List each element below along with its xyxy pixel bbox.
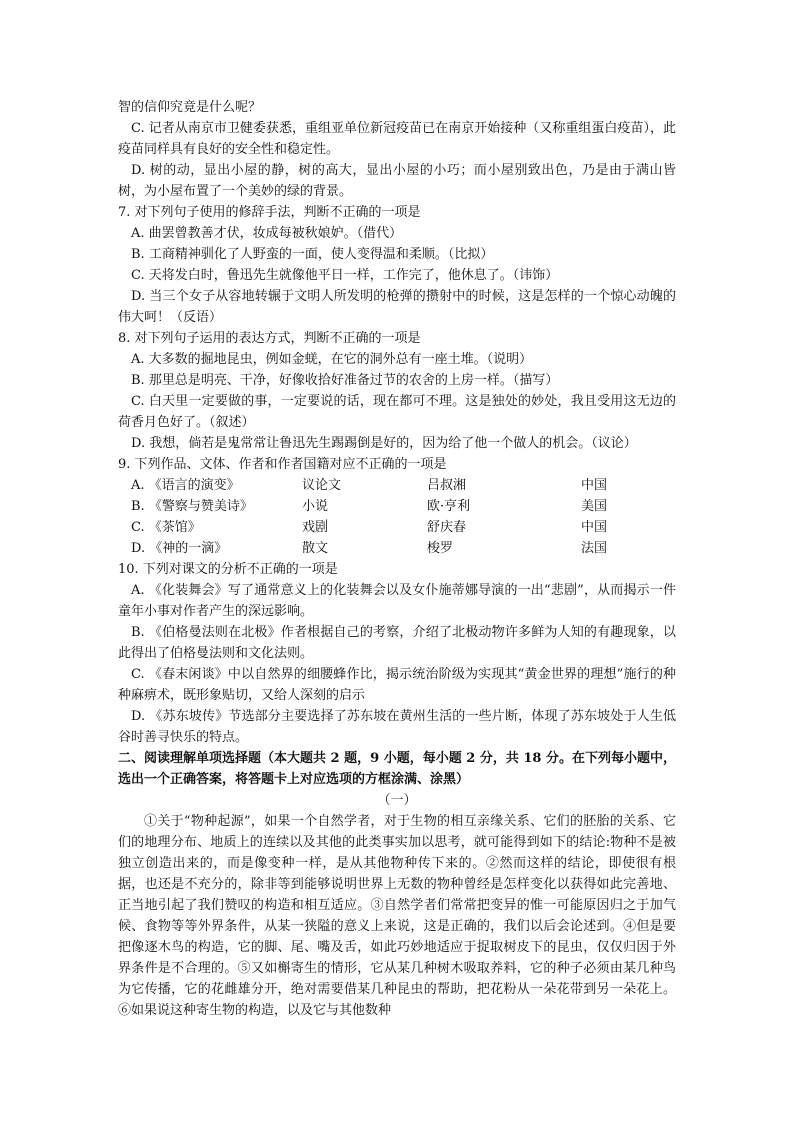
q7-option-b: B. 工商精神驯化了人野蛮的一面，使人变得温和柔顺。（比拟） xyxy=(131,247,494,262)
q9-genre: 戏剧 xyxy=(302,520,329,535)
q9-genre: 小说 xyxy=(302,499,329,514)
q9-work: C. 《茶馆》 xyxy=(131,520,201,535)
section-heading: 二、阅读理解单项选择题（本大题共 2 题，9 小题，每小题 2 分，共 18 分。在下列每小题中，选出一个正确答案，将答题卡上对应选项的方框涂满、涂黑） xyxy=(118,751,676,787)
q7-stem: 7. 对下列句子使用的修辞手法，判断不正确的一项是 xyxy=(118,205,421,220)
q9-work: A. 《语言的演变》 xyxy=(131,478,240,493)
q9-row xyxy=(118,496,676,517)
q8-option-a: A. 大多数的掘地昆虫，例如金蜣，在它的洞外总有一座土堆。（说明） xyxy=(131,352,533,367)
q9-author: 梭罗 xyxy=(427,541,454,556)
q9-nationality: 中国 xyxy=(581,478,608,493)
reading-passage: ①关于“物种起源”，如果一个自然学者，对于生物的相互亲缘关系、它们的胚胎的关系、它们的地理分布、地质上的连续以及其他的此类事实加以思考，就可能得到如下的结论:物种不是被独立创造出来的，而是像变种一样，是从其他物种传下来的。②然而这样的结论，即使很有根据，也还是不充分的，除非等到能够说明世界上无数的物种曾经是怎样变化以获得如此完善地、正当地引起了我们赞叹的构造和相互适应。③自然学者们常常把变异的惟一可能原因归之于加气候、食物等等外界条件，从某一狭隘的意义上来说，这是正确的，我们以后会论述到。④但是要把像逐木鸟的构造，它的脚、尾、嘴及舌，如此巧妙地适应于捉取树皮下的昆虫，仅仅归因于外界条件是不合理的。⑤又如槲寄生的情形，它从某几种树木吸取养料，它的种子必须由某几种鸟为它传播，它的花雌雄分开，绝对需要借某几种昆虫的帮助，把花粉从一朵花带到另一朵花上。⑥如果说这种寄生物的构造，以及它与其他数种 xyxy=(118,814,676,1018)
q9-row xyxy=(118,517,676,538)
q7-option-d: D. 当三个女子从容地转辗于文明人所发明的枪弹的攒射中的时候，这是怎样的一个惊心动魄的伟大呵！（反语） xyxy=(118,289,676,325)
q6-option-c: C. 记者从南京市卫健委获悉，重组亚单位新冠疫苗已在南京开始接种（又称重组蛋白疫苗），此疫苗同样具有良好的安全性和稳定性。 xyxy=(118,121,676,157)
q10-option-d: D. 《苏东坡传》节选部分主要选择了苏东坡在黄州生活的一些片断，体现了苏东坡处于人生低谷时善寻快乐的特点。 xyxy=(118,709,676,745)
q9-nationality: 中国 xyxy=(581,520,608,535)
q8-stem: 8. 对下列句子运用的表达方式，判断不正确的一项是 xyxy=(118,331,421,346)
q9-stem: 9. 下列作品、文体、作者和作者国籍对应不正确的一项是 xyxy=(118,457,447,472)
q10-option-c: C. 《春末闲谈》中以自然界的细腰蜂作比，揭示统治阶级为实现其“黄金世界的理想”施行的种种麻痹术，既形象贴切，又给人深刻的启示 xyxy=(118,667,676,703)
exam-page xyxy=(118,97,676,1021)
q7-option-a: A. 曲罢曾教善才伏，妆成每被秋娘妒。（借代） xyxy=(131,226,403,241)
q9-work: B. 《警察与赞美诗》 xyxy=(131,499,253,514)
q8-option-b: B. 那里总是明亮、干净，好像收拾好准备过节的农舍的上房一样。（描写） xyxy=(131,373,559,388)
q8-option-d: D. 我想，倘若是鬼常常让鲁迅先生踢踢倒是好的，因为给了他一个做人的机会。（议论） xyxy=(131,436,637,451)
q8-option-c: C. 白天里一定要做的事，一定要说的话，现在都可不理。这是独处的妙处，我且受用这无边的荷香月色好了。（叙述） xyxy=(118,394,676,430)
q6-tail-line: 智的信仰究竟是什么呢？ xyxy=(118,100,262,115)
q9-author: 舒庆春 xyxy=(427,520,467,535)
q10-option-b: B. 《伯格曼法则在北极》作者根据自己的考察，介绍了北极动物许多鲜为人知的有趣现象，以此得出了伯格曼法则和文化法则。 xyxy=(118,625,676,661)
q7-option-c: C. 天将发白时，鲁迅先生就像他平日一样，工作完了，他休息了。（讳饰） xyxy=(131,268,559,283)
q9-nationality: 美国 xyxy=(581,499,608,514)
q9-author: 欧·亨利 xyxy=(427,499,471,514)
q9-nationality: 法国 xyxy=(581,541,608,556)
q9-row xyxy=(118,475,676,496)
q9-row xyxy=(118,538,676,559)
q10-option-a: A. 《化装舞会》写了通常意义上的化装舞会以及女仆施蒂娜导演的一出“悲剧”，从而揭示一件童年小事对作者产生的深远影响。 xyxy=(118,583,676,619)
q6-option-d: D. 树的动，显出小屋的静，树的高大，显出小屋的小巧；而小屋别致出色，乃是由于满山皆树，为小屋布置了一个美妙的绿的背景。 xyxy=(118,163,676,199)
q9-genre: 散文 xyxy=(302,541,329,556)
part-label: （一） xyxy=(377,793,417,808)
q9-author: 吕叔湘 xyxy=(427,478,467,493)
q10-stem: 10. 下列对课文的分析不正确的一项是 xyxy=(118,562,338,577)
q9-work: D. 《神的一滴》 xyxy=(131,541,228,556)
q9-genre: 议论文 xyxy=(302,478,342,493)
